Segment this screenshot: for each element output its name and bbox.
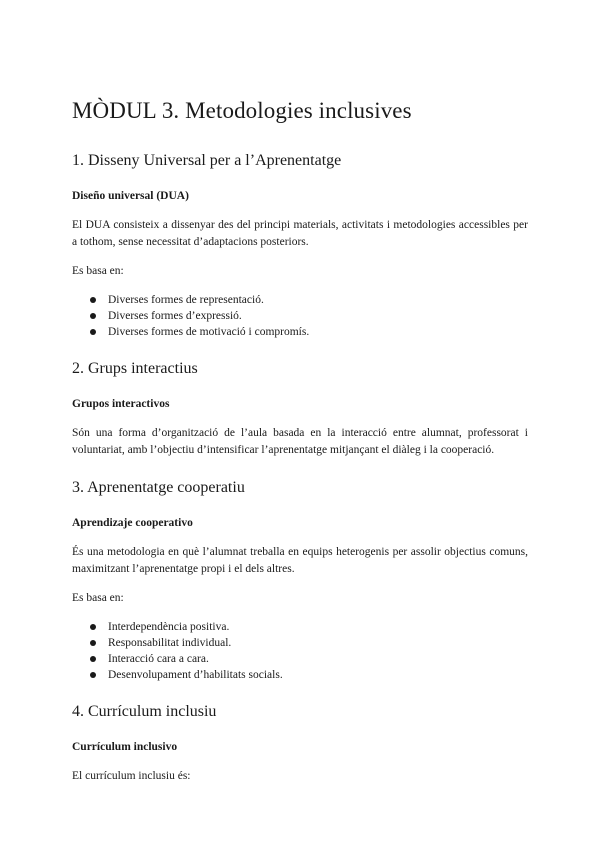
bullet-list xyxy=(72,292,528,340)
list-intro: Es basa en: xyxy=(72,592,124,604)
bullet-icon xyxy=(90,297,96,303)
list-item-text: Diverses formes d’expressió. xyxy=(108,310,242,322)
bullet-icon xyxy=(90,313,96,319)
list-item xyxy=(72,667,528,683)
list-item-text: Interacció cara a cara. xyxy=(108,653,209,665)
section-aprenentatge-cooperatiu xyxy=(72,477,528,683)
document-title: MÒDUL 3. Metodologies inclusives xyxy=(72,98,412,123)
list-item-text: Diverses formes de representació. xyxy=(108,294,264,306)
list-item-text: Diverses formes de motivació i compromís. xyxy=(108,326,310,338)
section-paragraph: Són una forma d’organització de l’aula basada en la interacció entre alumnat, professorat i voluntariat, amb l’objectiu d’intensificar l’aprenentatge mitjançant el diàleg i la cooperació. xyxy=(72,427,528,456)
section-paragraph: És una metodologia en què l’alumnat treballa en equips heterogenis per assolir objectius comuns, maximitzant l’aprenentatge propi i el dels altres. xyxy=(72,546,528,575)
section-subheading: Grupos interactivos xyxy=(72,398,170,410)
section-curriculum-inclusiu xyxy=(72,701,528,785)
list-item-text: Interdependència positiva. xyxy=(108,621,230,633)
section-subheading: Diseño universal (DUA) xyxy=(72,190,189,202)
section-paragraph: El DUA consisteix a dissenyar des del principi materials, activitats i metodologies accessibles per a tothom, sense necessitat d’adaptacions posteriors. xyxy=(72,219,528,248)
list-intro: Es basa en: xyxy=(72,265,124,277)
section-paragraph: El currículum inclusiu és: xyxy=(72,770,191,782)
bullet-list xyxy=(72,619,528,683)
section-heading: 1. Disseny Universal per a l’Aprenentatge xyxy=(72,152,342,169)
bullet-icon xyxy=(90,656,96,662)
list-item xyxy=(72,324,528,340)
list-item-text: Desenvolupament d’habilitats socials. xyxy=(108,669,283,681)
section-subheading: Aprendizaje cooperativo xyxy=(72,517,193,529)
list-item xyxy=(72,619,528,635)
section-dua xyxy=(72,150,528,340)
section-subheading: Currículum inclusivo xyxy=(72,741,178,753)
bullet-icon xyxy=(90,640,96,646)
bullet-icon xyxy=(90,329,96,335)
section-heading: 3. Aprenentatge cooperatiu xyxy=(72,479,245,496)
list-item xyxy=(72,651,528,667)
list-item xyxy=(72,292,528,308)
list-item xyxy=(72,635,528,651)
list-item xyxy=(72,308,528,324)
list-item-text: Responsabilitat individual. xyxy=(108,637,232,649)
section-grups-interactius xyxy=(72,358,528,459)
bullet-icon xyxy=(90,672,96,678)
bullet-icon xyxy=(90,624,96,630)
section-heading: 4. Currículum inclusiu xyxy=(72,703,217,720)
section-heading: 2. Grups interactius xyxy=(72,360,198,377)
